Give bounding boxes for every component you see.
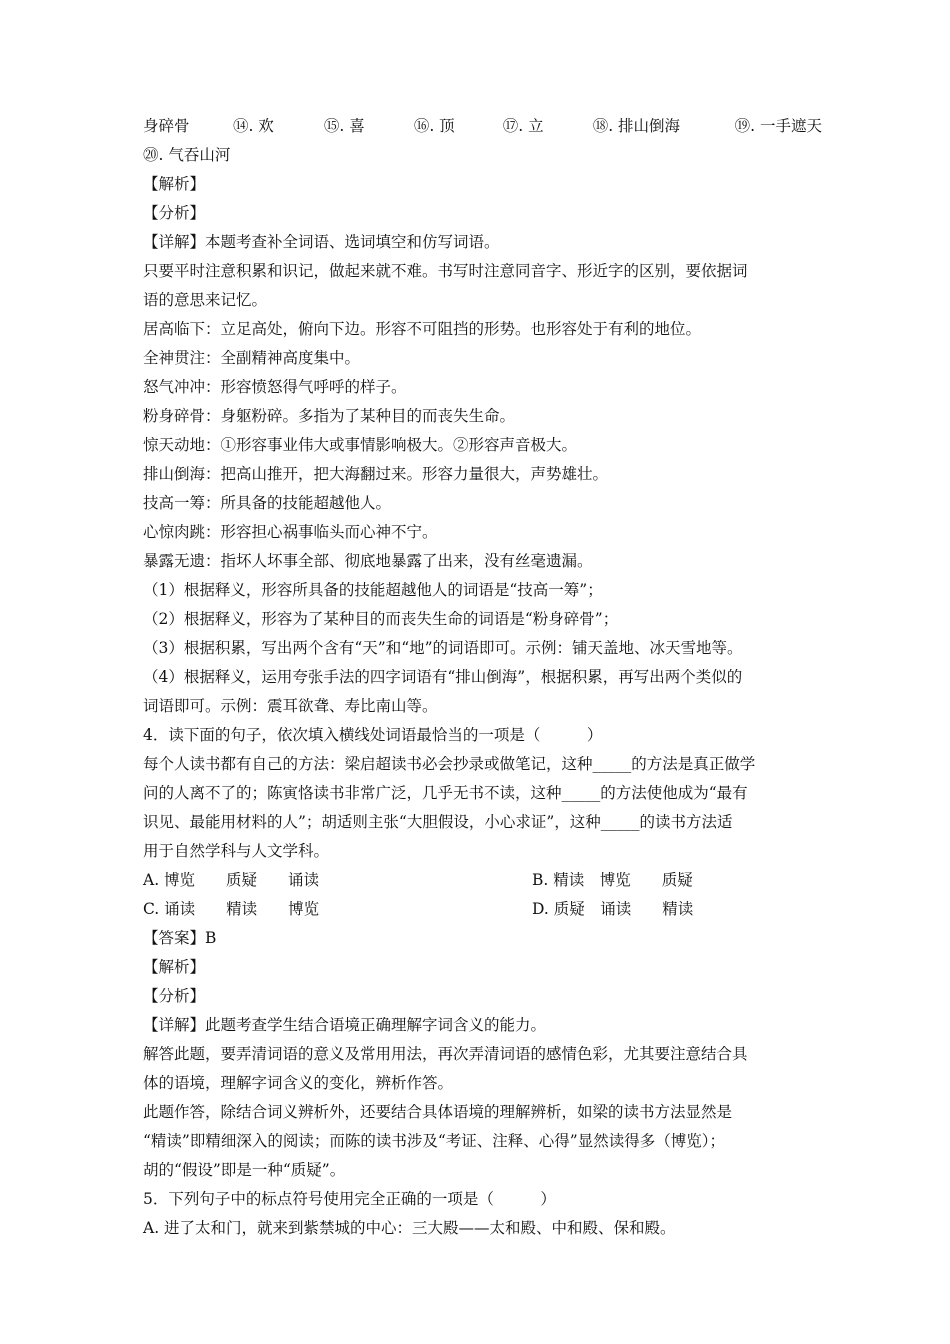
definition-line: 粉身碎骨：身躯粉碎。多指为了某种目的而丧失生命。 <box>143 407 516 425</box>
answer-item: 身碎骨 <box>143 117 190 135</box>
option-b: B. 精读 博览 质疑 <box>532 871 693 889</box>
question-4-passage: 识见、最能用材料的人”；胡适则主张“大胆假设，小心求证”，这种_____的读书方法适 <box>143 813 733 831</box>
sub-answer-line: （3）根据积累，写出两个含有“天”和“地”的词语即可。示例：铺天盖地、冰天雪地等。 <box>143 639 743 657</box>
answer-item: ⑮. 喜 <box>323 117 365 135</box>
question-4-stem: 4．读下面的句子，依次填入横线处词语最恰当的一项是（ ） <box>143 726 603 744</box>
explanation-text: 此题作答，除结合词义辨析外，还要结合具体语境的理解辨析，如梁的读书方法显然是 <box>143 1103 733 1121</box>
answer-item: ⑭. 欢 <box>232 117 274 135</box>
question-5-stem: 5．下列句子中的标点符号使用完全正确的一项是（ ） <box>143 1190 556 1208</box>
sub-answer-line: （1）根据释义，形容所具备的技能超越他人的词语是“技高一筹”； <box>143 581 603 599</box>
sub-answer-line: （2）根据释义，形容为了某种目的而丧失生命的词语是“粉身碎骨”； <box>143 610 619 628</box>
xiangjie-paragraph: 【详解】本题考查补全词语、选词填空和仿写词语。 <box>143 233 500 251</box>
option-a: A. 博览 质疑 诵读 <box>143 871 320 889</box>
question-4-passage: 用于自然学科与人文学科。 <box>143 842 330 860</box>
explanation-text: 解答此题，要弄清词语的意义及常用用法，再次弄清词语的感情色彩，尤其要注意结合具 <box>143 1045 748 1063</box>
answer-item: ⑰. 立 <box>502 117 544 135</box>
answer-item: ⑯. 顶 <box>413 117 455 135</box>
question-4-passage: 问的人离不了的；陈寅恪读书非常广泛，几乎无书不读，这种_____的方法使他成为“最有 <box>143 784 748 802</box>
answer-label: 【答案】B <box>143 929 217 947</box>
definition-line: 惊天动地：①形容事业伟大或事情影响极大。②形容声音极大。 <box>143 436 578 454</box>
sub-answer-line: （4）根据释义，运用夸张手法的四字词语有“排山倒海”，根据积累，再写出两个类似的 <box>143 668 743 686</box>
option-a: A. 进了太和门，就来到紫禁城的中心：三大殿——太和殿、中和殿、保和殿。 <box>143 1219 676 1237</box>
fenxi-label: 【分析】 <box>143 204 206 222</box>
definition-line: 技高一筹：所具备的技能超越他人。 <box>143 494 392 512</box>
definition-line: 居高临下：立足高处，俯向下边。形容不可阻挡的形势。也形容处于有利的地位。 <box>143 320 702 338</box>
definition-line: 全神贯注：全副精神高度集中。 <box>143 349 361 367</box>
answer-item: ⑱. 排山倒海 <box>592 117 681 135</box>
jiexi-label: 【解析】 <box>143 175 206 193</box>
definition-line: 怒气冲冲：形容愤怒得气呼呼的样子。 <box>143 378 407 396</box>
jiexi-label: 【解析】 <box>143 958 206 976</box>
explanation-text: 体的语境，理解字词含义的变化，辨析作答。 <box>143 1074 454 1092</box>
answer-sequence-line <box>143 116 822 136</box>
answer-item: ⑲. 一手遮天 <box>734 117 822 135</box>
xiangjie-paragraph: 【详解】此题考查学生结合语境正确理解字词含义的能力。 <box>143 1016 547 1034</box>
option-c: C. 诵读 精读 博览 <box>143 900 320 918</box>
definition-line: 心惊肉跳：形容担心祸事临头而心神不宁。 <box>143 523 438 541</box>
explanation-text: 胡的“假设”即是一种“质疑”。 <box>143 1161 346 1179</box>
definition-line: 暴露无遗：指坏人坏事全部、彻底地暴露了出来，没有丝毫遗漏。 <box>143 552 593 570</box>
definition-line: 排山倒海：把高山推开，把大海翻过来。形容力量很大，声势雄壮。 <box>143 465 609 483</box>
sub-answer-line: 词语即可。示例：震耳欲聋、寿比南山等。 <box>143 697 438 715</box>
question-4-passage: 每个人读书都有自己的方法：梁启超读书必会抄录或做笔记，这种_____的方法是真正做学 <box>143 755 756 773</box>
explanation-text: “精读”即精细深入的阅读；而陈的读书涉及“考证、注释、心得”显然读得多（博览）； <box>143 1132 725 1150</box>
option-d: D. 质疑 诵读 精读 <box>532 900 694 918</box>
explanation-text: 只要平时注意积累和识记，做起来就不难。书写时注意同音字、形近字的区别，要依据词 <box>143 262 748 280</box>
explanation-text: 语的意思来记忆。 <box>143 291 268 309</box>
answer-sequence-line-2: ⑳. 气吞山河 <box>143 146 231 164</box>
fenxi-label: 【分析】 <box>143 987 206 1005</box>
